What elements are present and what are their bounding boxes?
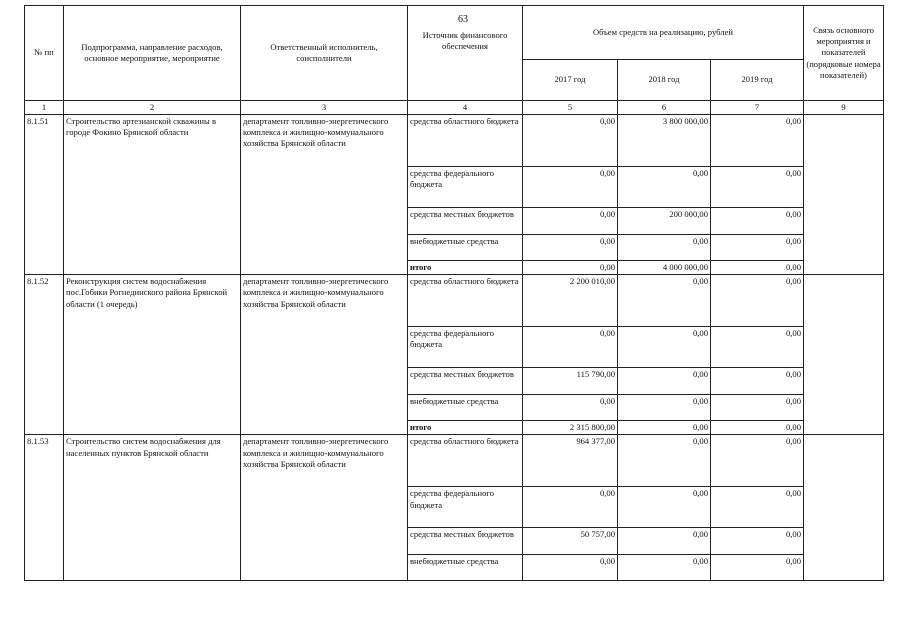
value-2018: 3 800 000,00 [618,115,711,167]
measure-8-1-52 [25,275,884,435]
total-2017: 2 315 800,00 [523,421,618,435]
value-2017: 0,00 [523,327,618,368]
source-label: средства федерального бюджета [408,327,523,368]
measure-executor: департамент топливно-энергетического комплекса и жилищно-коммунального хозяйства Брянской области [241,435,408,581]
index-cell: 6 [618,101,711,115]
value-2019: 0,00 [711,487,804,528]
value-2017: 0,00 [523,395,618,421]
value-2018: 0,00 [618,235,711,261]
value-2018: 0,00 [618,528,711,555]
value-2017: 115 790,00 [523,368,618,395]
measure-name: Строительство артезианской скважины в городе Фокино Брянской области [64,115,241,275]
index-cell: 9 [804,101,884,115]
value-2018: 0,00 [618,395,711,421]
source-label: внебюджетные средства [408,555,523,581]
header-executor: Ответственный исполнитель, соисполнители [241,6,408,101]
link-cell [804,115,884,275]
value-2019: 0,00 [711,208,804,235]
index-cell: 1 [25,101,64,115]
value-2017: 50 757,00 [523,528,618,555]
index-cell: 5 [523,101,618,115]
source-label: средства федерального бюджета [408,167,523,208]
value-2017: 0,00 [523,115,618,167]
total-2018: 0,00 [618,421,711,435]
value-2019: 0,00 [711,395,804,421]
value-2019: 0,00 [711,555,804,581]
source-label: внебюджетные средства [408,395,523,421]
header-year-2018: 2018 год [618,60,711,101]
value-2017: 964 377,00 [523,435,618,487]
measure-num: 8.1.52 [25,275,64,435]
header-num: № пп [25,6,64,101]
measure-name: Реконструкция систем водоснабжения пос.Гобики Рогнединского района Брянской области (1 очередь) [64,275,241,435]
value-2019: 0,00 [711,327,804,368]
source-label: средства областного бюджета [408,115,523,167]
index-cell: 2 [64,101,241,115]
value-2017: 0,00 [523,208,618,235]
value-2018: 0,00 [618,275,711,327]
value-2018: 0,00 [618,555,711,581]
header-volume: Объем средств на реализацию, рублей [523,6,804,60]
index-cell: 4 [408,101,523,115]
header-year-2017: 2017 год [523,60,618,101]
value-2019: 0,00 [711,528,804,555]
measure-8-1-51 [25,115,884,275]
total-2019: 0,00 [711,261,804,275]
budget-table [24,5,884,581]
value-2019: 0,00 [711,167,804,208]
measure-executor: департамент топливно-энергетического комплекса и жилищно-коммунального хозяйства Брянской области [241,115,408,275]
total-2017: 0,00 [523,261,618,275]
value-2018: 200 000,00 [618,208,711,235]
measure-num: 8.1.51 [25,115,64,275]
source-label: средства местных бюджетов [408,208,523,235]
measure-num: 8.1.53 [25,435,64,581]
source-label: средства федерального бюджета [408,487,523,528]
value-2019: 0,00 [711,435,804,487]
link-cell [804,275,884,435]
total-2019: 0,00 [711,421,804,435]
link-cell [804,435,884,581]
measure-executor: департамент топливно-энергетического комплекса и жилищно-коммунального хозяйства Брянской области [241,275,408,435]
value-2019: 0,00 [711,275,804,327]
measure-name: Строительство систем водоснабжения для населенных пунктов Брянской области [64,435,241,581]
value-2018: 0,00 [618,368,711,395]
source-label: средства областного бюджета [408,275,523,327]
index-cell: 3 [241,101,408,115]
source-label-total: итого [408,261,523,275]
source-label-total: итого [408,421,523,435]
value-2017: 0,00 [523,487,618,528]
source-label: средства местных бюджетов [408,528,523,555]
header-source: Источник финансового обеспечения [408,6,523,101]
header-program: Подпрограмма, направление расходов, основное мероприятие, мероприятие [64,6,241,101]
value-2017: 0,00 [523,167,618,208]
value-2017: 2 200 010,00 [523,275,618,327]
source-label: средства местных бюджетов [408,368,523,395]
value-2018: 0,00 [618,487,711,528]
value-2019: 0,00 [711,368,804,395]
page-number: 63 [458,14,468,25]
measure-8-1-53 [25,435,884,581]
header-link: Связь основного мероприятия и показателей (порядковые номера показателей) [804,6,884,101]
value-2017: 0,00 [523,235,618,261]
value-2019: 0,00 [711,115,804,167]
value-2017: 0,00 [523,555,618,581]
header-year-2019: 2019 год [711,60,804,101]
value-2019: 0,00 [711,235,804,261]
value-2018: 0,00 [618,167,711,208]
source-label: средства областного бюджета [408,435,523,487]
total-2018: 4 000 000,00 [618,261,711,275]
value-2018: 0,00 [618,435,711,487]
value-2018: 0,00 [618,327,711,368]
source-label: внебюджетные средства [408,235,523,261]
index-cell: 7 [711,101,804,115]
